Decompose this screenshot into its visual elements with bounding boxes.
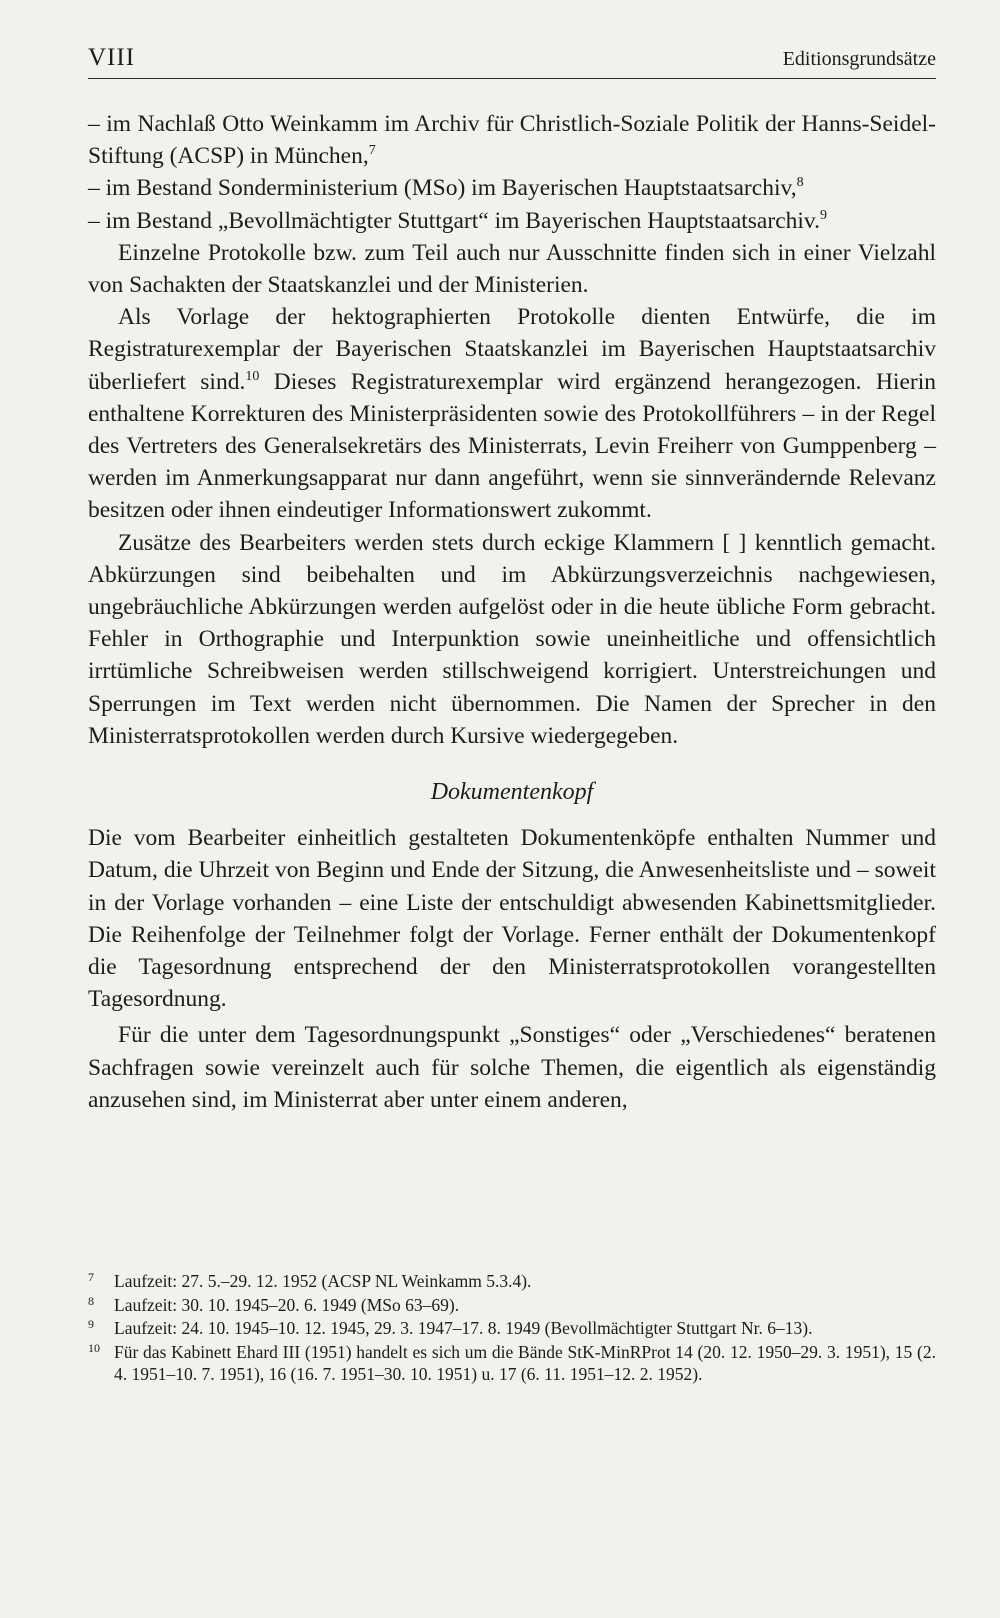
paragraph-text: Dieses Registraturexemplar wird ergänzend herangezogen. Hierin enthaltene Korrekturen des Ministerpräsidenten sowie des Protokollführers – in der Regel des Vertreters des Generalsekretärs des Ministerrats, Levin Freiherr von Gumppenberg – werden im Anmerkungsapparat nur dann angeführt, wenn sie sinnverändernde Relevanz besitzen oder ihnen eindeutiger Informationswert zukommt. — [88, 368, 936, 524]
paragraph — [88, 301, 936, 526]
footnote-ref: 9 — [820, 207, 827, 223]
list-item-text: – im Bestand Sonderministerium (MSo) im Bayerischen Hauptstaatsarchiv, — [88, 175, 797, 202]
footnotes — [88, 1270, 936, 1387]
paragraph: Einzelne Protokolle bzw. zum Teil auch nur Ausschnitte finden sich in einer Vielzahl von Sachakten der Staatskanzlei und der Ministerien. — [88, 239, 936, 299]
paragraph: Zusätze des Bearbeiters werden stets durch eckige Klammern [ ] kenntlich gemacht. Abkürzungen sind beibehalten und im Abkürzungsverzeichnis nachgewiesen, ungebräuchliche Abkürzungen werden aufgelöst oder in die heute übliche Form gebracht. Fehler in Orthographie und Interpunktion sowie uneinheitliche und offensichtlich irrtümliche Schreibweisen werden stillschweigend korrigiert. Unterstreichungen und Sperrungen im Text werden nicht übernommen. Die Namen der Sprecher in den Ministerratsprotokollen werden durch Kursive wiedergegeben. — [88, 529, 936, 749]
list-item-text: – im Bestand „Bevollmächtigter Stuttgart“ im Bayerischen Hauptstaatsarchiv. — [88, 207, 820, 234]
running-title: Editionsgrundsätze — [782, 48, 936, 70]
footnote — [88, 1341, 936, 1386]
paragraph: Für die unter dem Tagesordnungspunkt „Sonstiges“ oder „Verschiedenes“ beratenen Sachfragen sowie vereinzelt auch für solche Themen, die eigentlich als eigenständig anzusehen sind, im Ministerrat aber unter einem anderen, — [88, 1022, 936, 1113]
footnote-ref: 10 — [245, 368, 260, 384]
footnote-text: Für das Kabinett Ehard III (1951) handelt es sich um die Bände StK-MinRProt 14 (20. 12. 1950–29. 3. 1951), 15 (2. 4. 1951–10. 7. 1951), 16 (16. 7. 1951–30. 10. 1951) u. 17 (6. 11. 1951–12. 2. 1952). — [114, 1341, 936, 1384]
footnote — [88, 1317, 936, 1340]
footnote-text: Laufzeit: 30. 10. 1945–20. 6. 1949 (MSo 63–69). — [114, 1294, 460, 1315]
footnote-number: 9 — [88, 1317, 94, 1331]
main-text — [88, 108, 936, 1116]
page-number: VIII — [88, 44, 136, 71]
footnote-number: 7 — [88, 1270, 94, 1284]
footnote — [88, 1294, 936, 1317]
section-heading: Dokumentenkopf — [430, 779, 594, 806]
paragraph: Die vom Bearbeiter einheitlich gestalteten Dokumentenköpfe enthalten Nummer und Datum, die Uhrzeit von Beginn und Ende der Sitzung, die Anwesenheitsliste und – soweit in der Vorlage vorhanden – eine Liste der entschuldigt abwesenden Kabinettsmitglieder. Die Reihenfolge der Teilnehmer folgt der Vorlage. Ferner enthält der Dokumentenkopf die Tagesordnung entsprechend der den Ministerratsprotokollen vorangestellten Tagesordnung. — [88, 825, 936, 1013]
footnote-number: 8 — [88, 1293, 94, 1308]
footnote-ref: 8 — [796, 175, 804, 191]
paragraph-text: Als Vorlage der hektographierten Protokolle dienten Entwürfe, die im Registraturexemplar der Bayerischen Staatskanzlei im Bayerischen Hauptstaatsarchiv überliefert sind. — [88, 304, 936, 395]
footnote-text: Laufzeit: 27. 5.–29. 12. 1952 (ACSP NL Weinkamm 5.3.4). — [114, 1271, 532, 1291]
page-header — [88, 44, 936, 79]
list-item — [88, 205, 936, 237]
footnote-text: Laufzeit: 24. 10. 1945–10. 12. 1945, 29. 3. 1947–17. 8. 1949 (Bevollmächtigter Stuttgart Nr. 6–13). — [114, 1318, 813, 1338]
list-item — [88, 108, 936, 172]
footnote-ref: 7 — [368, 143, 376, 159]
list-item — [88, 172, 936, 204]
footnote-number: 10 — [88, 1340, 100, 1355]
footnote — [88, 1270, 936, 1293]
list-item-text: – im Nachlaß Otto Weinkamm im Archiv für Christlich-Soziale Politik der Hanns-Seidel-Stiftung (ACSP) in München, — [88, 111, 936, 170]
